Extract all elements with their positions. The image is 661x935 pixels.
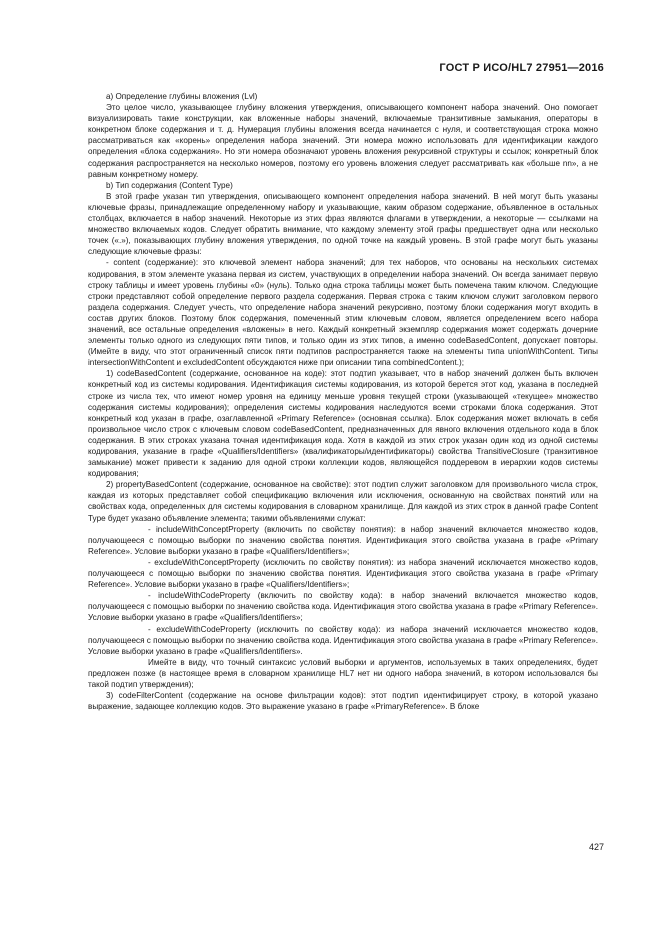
paragraph: - includeWithConceptProperty (включить по свойству понятия): в набор значений включается множество кодов, получающееся с помощью выборки по значению свойства понятия. Идентификация этого свойства указана в графе «Primary Reference». Условие выборки указано в графе «Qualifiers/Identifiers»; (88, 524, 598, 556)
paragraph: - includeWithCodeProperty (включить по свойству кода): в набор значений включается множество кодов, получающееся с помощью выборки по значению свойства кода. Идентификация этого свойства указана в графе «Primary Reference». Условие выборки указано в графе «Qualifiers/Identifiers»; (88, 591, 598, 623)
paragraph: - excludeWithCodeProperty (исключить по свойству кода): из набора значений исключается множество кодов, получающееся с помощью выборки по значению свойства кода. Идентификация этого свойства указана в графе «Primary Reference». Условие выборки указано в графе «Qualifiers/Identifiers». (88, 624, 598, 656)
document-body (88, 91, 598, 712)
paragraph: b) Тип содержания (Content Type) (106, 180, 233, 190)
page-number: 427 (588, 842, 604, 852)
paragraph: - excludeWithConceptProperty (исключить по свойству понятия): из набора значений исключается множество кодов, получающееся с помощью выборки по значению свойства понятия. Идентификация этого свойства указана в графе «Primary Reference». Условие выборки указано в графе «Qualifiers/Identifiers»; (88, 557, 598, 590)
standard-header: ГОСТ Р ИСО/HL7 27951—2016 (439, 62, 604, 74)
paragraph: a) Определение глубины вложения (Lvl) (106, 92, 258, 101)
paragraph: Это целое число, указывающее глубину вложения утверждения, описывающего компонент набора значений. Оно помогает визуализировать такие конструкции, как вложенные наборы значений, включаемые транзитивные замыкания, операторы в конкретном блоке содержания и т. д. Нумерация глубины вложения всегда начинается с нуля, и соответствующая строка можно рассматриваться как «корень» определения набора значений. Эти номера можно использовать для идентификации каждого определения «блока содержания». Но эти номера обозначают уровень вложения рекурсивной структуры и ссылок; конкретный блок содержания распространяется на несколько номеров, поэтому его уровень вложения следует рассматривать как «больше nn», а не равным конкретному номеру. (88, 103, 598, 179)
paragraph: 2) propertyBasedContent (содержание, основанное на свойстве): этот подтип служит заголовком для произвольного числа строк, каждая из которых представляет собой спецификацию включения или исключения, основанную на свойствах понятий или на свойствах кода, определенных для системы кодирования в словарном хранилище. Для каждой из этих строк в данной графе Content Type будет указано объявление элемента; такими объявлениями служат: (88, 480, 598, 523)
paragraph: 3) codeFilterContent (содержание на основе фильтрации кодов): этот подтип идентифицирует строку, в которой указано выражение, задающее коллекцию кодов. Это выражение указано в графе «PrimaryReference». В блоке (88, 691, 598, 712)
paragraph: 1) codeBasedContent (содержание, основанное на коде): этот подтип указывает, что в набор значений должен быть включен конкретный код из системы кодирования. Идентификация системы кодирования, из которой берется этот код, указана в последней строке из числа тех, что имеют номер уровня на единицу меньше уровня текущей строки (указывающей «текущее» множество содержания системы кодирования); определения системы кодирования наследуются всеми строками блока содержания. Этот конкретный код указан в графе, озаглавленной «Primary Reference» (основная ссылка). Блок содержания может включать в себя произвольное число строк с ключевым словом codeBasedContent, предназначенных для явного включения отдельного кода в блок содержания. В этих строках указана точная идентификация кода. Хотя в каждой из этих строк указан один код из одной системы кодирования, указание в графе «Qualifiers/Identifiers» (квалификаторы/идентификаторы) свойства TransitiveClosure (транзитивное замыкание) может привести к заданию для одной строки коллекции кодов, являющейся поддеревом в иерархии кодов системы кодирования; (88, 369, 598, 479)
paragraph: Имейте в виду, что точный синтаксис условий выборки и аргументов, используемых в таких определениях, будет предложен позже (в настоящее время в словарном хранилище HL7 нет ни одного набора значений, в котором использовался бы такой подтип утверждения); (88, 657, 598, 689)
paragraph: В этой графе указан тип утверждения, описывающего компонент определения набора значений. В ней могут быть указаны ключевые фразы, принадлежащие определенному набору и указывающие, каким образом содержание, объявленное в остальных столбцах, включается в набор значений. Некоторые из этих фраз являются флагами в утверждении, а некоторые — ссылками на множество включаемых кодов. Следует обратить внимание, что каждому элементу этой графы предшествует одна или несколько точек («.»), показывающих глубину вложения утверждения, по одной точке на каждый уровень. В этой графе могут быть указаны следующие ключевые фразы: (88, 191, 598, 257)
paragraph: - content (содержание): это ключевой элемент набора значений; для тех наборов, что основаны на нескольких системах кодирования, в этом элементе указана первая из систем, участвующих в определении набора значений. Он всегда занимает первую строку таблицы и имеет уровень глубины «0» (нуль). Только одна строка таблицы может быть помечена таким ключом. Следующие строки представляют собой определение первого раздела содержания. Первая строка с таким ключом служит заголовком первого раздела содержания. Следует учесть, что определение набора значений рекурсивно, поэтому блоки содержания могут входить в состав других блоков. Поэтому блок содержания, помеченный этим ключевым словом, является определением всего набора значений, все остальные определения «вложены» в него. Каждый конкретный экземпляр содержания может содержать дочерние элементы только одного из следующих пяти типов, и только один из этих типов, а именно codeBasedContent, допускает повторы. (Имейте в виду, что этот ограниченный список пяти подтипов распространяется также на элементы типа unionWithContent. Типы intersectionWithContent и excludedContent обсуждаются ниже при описании типа combinedContent.); (88, 258, 598, 368)
